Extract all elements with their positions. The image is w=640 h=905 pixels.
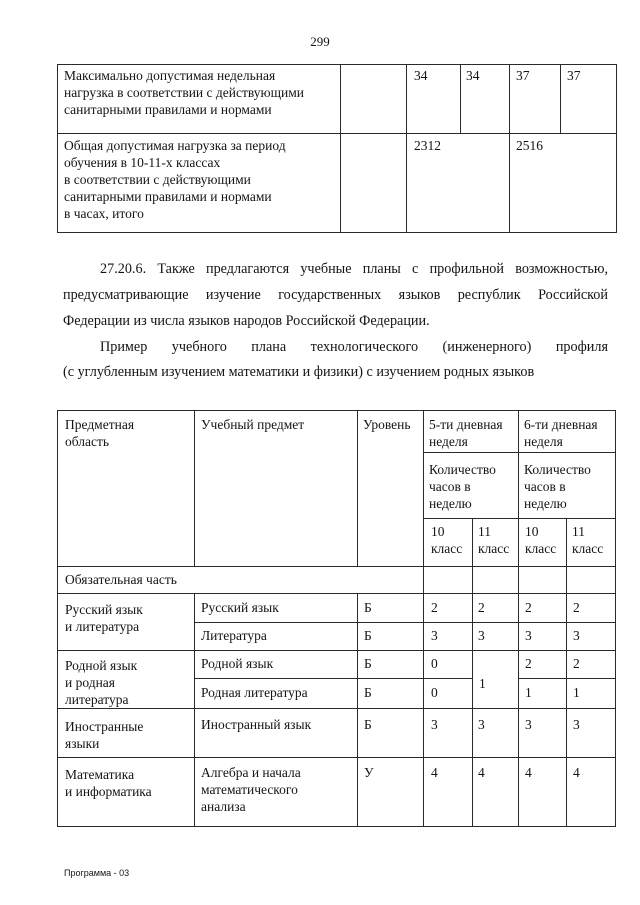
hours-value: 2 (478, 600, 485, 615)
hours-value: 3 (525, 717, 532, 732)
subject-name: Иностранный язык (201, 717, 312, 732)
hours-value: 1 (525, 685, 532, 700)
top-row-1-value: 37 (567, 68, 581, 83)
hours-value: 2 (573, 600, 580, 615)
page-footer: Программа - 03 (64, 868, 130, 878)
hours-value: 4 (573, 765, 580, 780)
header-level: Уровень (363, 417, 411, 432)
hours-value: 4 (431, 765, 438, 780)
section-mandatory-part: Обязательная часть (65, 572, 177, 587)
hours-value: 3 (573, 628, 580, 643)
hours-value: 0 (431, 656, 438, 671)
hours-value: 0 (431, 685, 438, 700)
subject-level: Б (364, 656, 372, 671)
merged-hours-value: 1 (479, 676, 486, 691)
subject-level: Б (364, 628, 372, 643)
subject-level: Б (364, 717, 372, 732)
hours-value: 4 (478, 765, 485, 780)
hours-value: 2 (573, 656, 580, 671)
top-row-1-value: 34 (466, 68, 480, 83)
top-row-1-value: 34 (414, 68, 428, 83)
page-number: 299 (310, 34, 330, 49)
hours-value: 3 (431, 717, 438, 732)
hours-value: 1 (573, 685, 580, 700)
hours-value: 3 (525, 628, 532, 643)
top-row-2-value: 2312 (414, 138, 441, 153)
hours-value: 3 (478, 628, 485, 643)
top-row-2-value: 2516 (516, 138, 543, 153)
hours-value: 2 (525, 600, 532, 615)
subject-level: У (364, 765, 374, 780)
subject-name: Литература (201, 628, 267, 643)
subject-level: Б (364, 685, 372, 700)
hours-value: 2 (431, 600, 438, 615)
subject-name: Родная литература (201, 685, 308, 700)
subject-level: Б (364, 600, 372, 615)
hours-value: 3 (573, 717, 580, 732)
top-row-1-value: 37 (516, 68, 530, 83)
hours-value: 3 (478, 717, 485, 732)
header-subject: Учебный предмет (201, 417, 305, 432)
subject-name: Русский язык (201, 600, 279, 615)
subject-name: Родной язык (201, 656, 274, 671)
hours-value: 2 (525, 656, 532, 671)
hours-value: 3 (431, 628, 438, 643)
hours-value: 4 (525, 765, 532, 780)
